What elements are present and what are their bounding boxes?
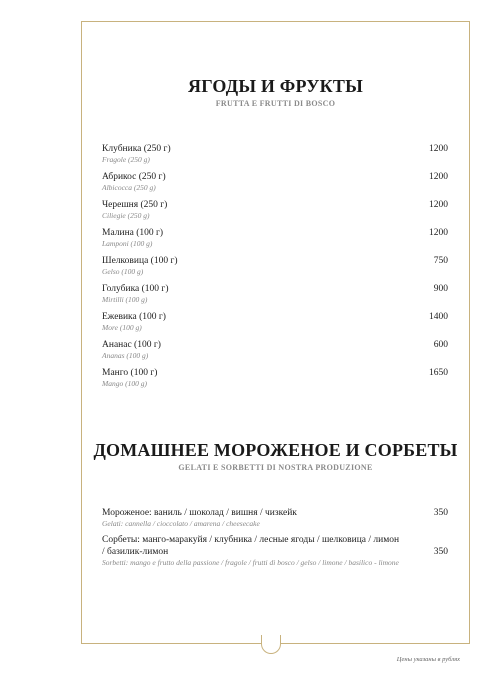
item-name: Ананас (100 г) bbox=[102, 340, 161, 350]
menu-item bbox=[102, 143, 448, 165]
item-name: Черешня (250 г) bbox=[102, 200, 168, 210]
menu-item bbox=[102, 311, 448, 333]
item-price: 1650 bbox=[429, 368, 448, 378]
section-subtitle-gelato: GELATI E SORBETTI DI NOSTRA PRODUZIONE bbox=[178, 463, 373, 472]
item-price: 1200 bbox=[429, 172, 448, 182]
item-price: 900 bbox=[433, 284, 448, 294]
menu-item bbox=[102, 534, 448, 568]
item-italian: Ciliegie (250 g) bbox=[102, 211, 150, 220]
item-price: 750 bbox=[433, 256, 448, 266]
item-italian: Ananas (100 g) bbox=[102, 351, 149, 360]
item-price: 1400 bbox=[429, 312, 448, 322]
item-italian: Fragole (250 g) bbox=[102, 155, 150, 164]
item-italian: Albicocca (250 g) bbox=[102, 183, 156, 192]
item-name: Манго (100 г) bbox=[102, 368, 158, 378]
section-subtitle-berries: FRUTTA E FRUTTI DI BOSCO bbox=[215, 99, 336, 108]
menu-item bbox=[102, 199, 448, 221]
item-price: 350 bbox=[433, 508, 448, 518]
item-name: Малина (100 г) bbox=[102, 228, 164, 238]
item-italian: More (100 g) bbox=[102, 323, 142, 332]
menu-item bbox=[102, 171, 448, 193]
section-title-gelato: ДОМАШНЕЕ МОРОЖЕНОЕ И СОРБЕТЫ bbox=[93, 440, 458, 460]
item-name: Голубика (100 г) bbox=[102, 284, 169, 294]
item-name: Клубника (250 г) bbox=[102, 144, 171, 154]
item-price: 600 bbox=[433, 340, 448, 350]
price-currency-note: Цены указаны в рублях bbox=[396, 656, 460, 663]
item-price: 1200 bbox=[429, 200, 448, 210]
menu-item bbox=[102, 255, 448, 277]
item-italian: Lamponi (100 g) bbox=[102, 239, 153, 248]
item-price: 1200 bbox=[429, 228, 448, 238]
menu-item bbox=[102, 339, 448, 361]
menu-item bbox=[102, 367, 448, 389]
item-name: Абрикос (250 г) bbox=[102, 172, 166, 182]
item-italian: Gelso (100 g) bbox=[102, 267, 144, 276]
item-italian: Mirtilli (100 g) bbox=[102, 295, 148, 304]
menu-item bbox=[102, 507, 448, 529]
item-price: 1200 bbox=[429, 144, 448, 154]
item-name: Сорбеты: манго-маракуйя / клубника / лесные ягоды / шелковица / лимон / базилик-лимон bbox=[102, 535, 400, 557]
item-name: Мороженое: ваниль / шоколад / вишня / чизкейк bbox=[102, 508, 297, 518]
item-name: Ежевика (100 г) bbox=[102, 312, 166, 322]
menu-item bbox=[102, 283, 448, 305]
item-italian: Mango (100 g) bbox=[102, 379, 147, 388]
item-price: 350 bbox=[433, 547, 448, 557]
frame-notch-ornament bbox=[261, 635, 281, 654]
item-italian: Sorbetti: mango e frutto della passione / fragole / frutti di bosco / gelso / limone / basilico - limone bbox=[102, 558, 399, 567]
menu-item bbox=[102, 227, 448, 249]
section-title-berries: ЯГОДЫ И ФРУКТЫ bbox=[188, 76, 363, 96]
item-name: Шелковица (100 г) bbox=[102, 256, 178, 266]
item-italian: Gelati: cannella / cioccolato / amarena / cheesecake bbox=[102, 519, 260, 528]
